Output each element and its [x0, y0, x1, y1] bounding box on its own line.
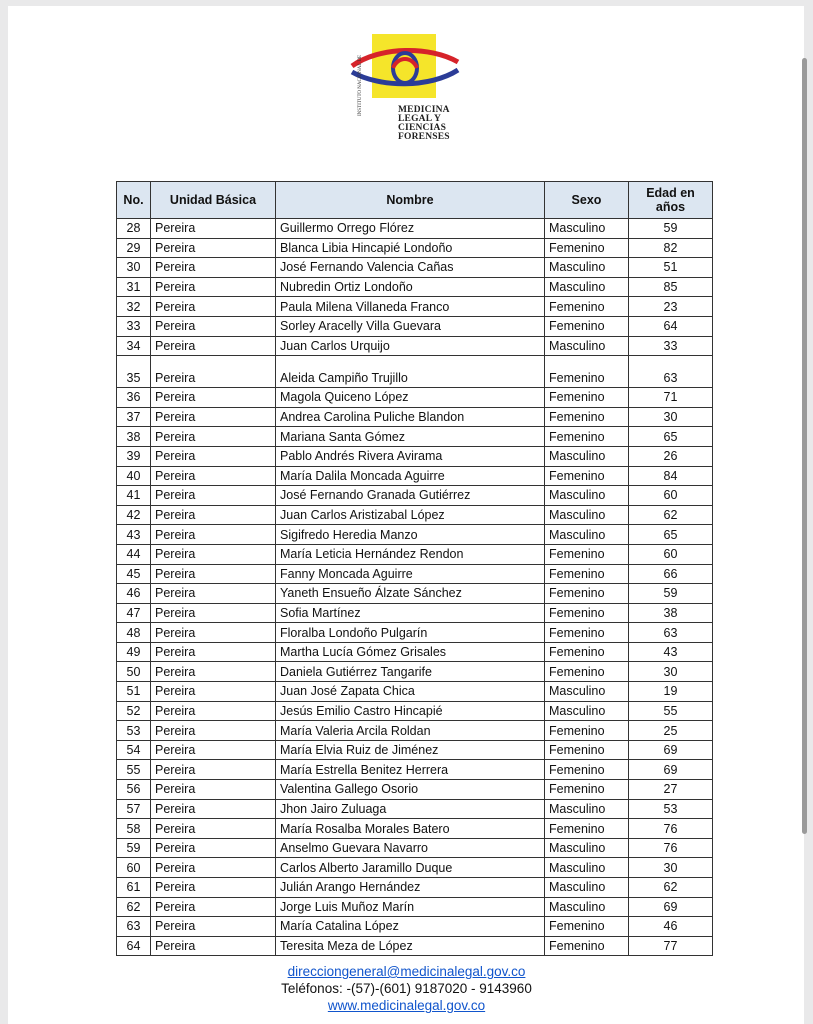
cell-no: 61 — [117, 878, 151, 898]
cell-no: 37 — [117, 407, 151, 427]
cell-nombre: Aleida Campiño Trujillo — [276, 356, 545, 388]
cell-edad: 66 — [629, 564, 713, 584]
cell-nombre: Sigifredo Heredia Manzo — [276, 525, 545, 545]
cell-nombre: Sorley Aracelly Villa Guevara — [276, 316, 545, 336]
cell-edad: 71 — [629, 388, 713, 408]
cell-no: 28 — [117, 219, 151, 239]
cell-no: 51 — [117, 682, 151, 702]
page-footer — [0, 963, 813, 1014]
cell-unidad: Pereira — [151, 466, 276, 486]
cell-no: 30 — [117, 258, 151, 278]
cell-sexo: Femenino — [545, 544, 629, 564]
header-no: No. — [117, 182, 151, 219]
cell-edad: 76 — [629, 819, 713, 839]
cell-sexo: Femenino — [545, 780, 629, 800]
table-row — [117, 603, 713, 623]
cell-sexo: Femenino — [545, 936, 629, 956]
table-row — [117, 388, 713, 408]
logo-line: LEGAL Y — [398, 114, 442, 124]
logo-side-text: INSTITUTO NACIONAL DE — [358, 54, 363, 116]
cell-sexo: Masculino — [545, 897, 629, 917]
cell-nombre: María Rosalba Morales Batero — [276, 819, 545, 839]
cell-nombre: Martha Lucía Gómez Grisales — [276, 642, 545, 662]
cell-unidad: Pereira — [151, 603, 276, 623]
cell-sexo: Femenino — [545, 584, 629, 604]
table-row — [117, 564, 713, 584]
website-link[interactable]: www.medicinalegal.gov.co — [327, 998, 486, 1013]
cell-sexo: Femenino — [545, 407, 629, 427]
cell-edad: 63 — [629, 356, 713, 388]
cell-no: 32 — [117, 297, 151, 317]
cell-no: 46 — [117, 584, 151, 604]
cell-unidad: Pereira — [151, 238, 276, 258]
cell-sexo: Femenino — [545, 356, 629, 388]
cell-no: 29 — [117, 238, 151, 258]
cell-sexo: Femenino — [545, 388, 629, 408]
cell-unidad: Pereira — [151, 917, 276, 937]
table-row — [117, 277, 713, 297]
cell-unidad: Pereira — [151, 544, 276, 564]
cell-unidad: Pereira — [151, 219, 276, 239]
phone-numbers: Teléfonos: -(57)-(601) 9187020 - 9143960 — [281, 981, 532, 996]
cell-sexo: Masculino — [545, 682, 629, 702]
cell-unidad: Pereira — [151, 407, 276, 427]
cell-unidad: Pereira — [151, 356, 276, 388]
table-row — [117, 780, 713, 800]
institution-logo — [350, 32, 460, 152]
cell-sexo: Masculino — [545, 701, 629, 721]
cell-nombre: Guillermo Orrego Flórez — [276, 219, 545, 239]
cell-unidad: Pereira — [151, 446, 276, 466]
cell-sexo: Femenino — [545, 819, 629, 839]
table-row — [117, 466, 713, 486]
table-row — [117, 336, 713, 356]
cell-nombre: María Elvia Ruiz de Jiménez — [276, 740, 545, 760]
cell-edad: 84 — [629, 466, 713, 486]
cell-edad: 43 — [629, 642, 713, 662]
logo-line: CIENCIAS — [398, 123, 447, 133]
cell-sexo: Femenino — [545, 427, 629, 447]
cell-sexo: Masculino — [545, 505, 629, 525]
cell-edad: 60 — [629, 544, 713, 564]
vertical-scrollbar[interactable] — [802, 58, 807, 834]
cell-no: 60 — [117, 858, 151, 878]
table-row — [117, 642, 713, 662]
cell-nombre: Fanny Moncada Aguirre — [276, 564, 545, 584]
table-row — [117, 701, 713, 721]
cell-no: 31 — [117, 277, 151, 297]
cell-unidad: Pereira — [151, 258, 276, 278]
table-row — [117, 721, 713, 741]
cell-edad: 82 — [629, 238, 713, 258]
cell-nombre: Jhon Jairo Zuluaga — [276, 799, 545, 819]
cell-no: 38 — [117, 427, 151, 447]
cell-nombre: María Dalila Moncada Aguirre — [276, 466, 545, 486]
cell-nombre: Daniela Gutiérrez Tangarife — [276, 662, 545, 682]
cell-unidad: Pereira — [151, 297, 276, 317]
cell-no: 36 — [117, 388, 151, 408]
cell-sexo: Masculino — [545, 336, 629, 356]
table-row — [117, 682, 713, 702]
cell-sexo: Masculino — [545, 799, 629, 819]
cell-sexo: Masculino — [545, 446, 629, 466]
cell-sexo: Femenino — [545, 642, 629, 662]
cell-nombre: Jesús Emilio Castro Hincapié — [276, 701, 545, 721]
header-edad: Edad en años — [629, 182, 713, 219]
email-link[interactable]: direcciongeneral@medicinalegal.gov.co — [287, 964, 526, 979]
cell-edad: 65 — [629, 525, 713, 545]
cell-edad: 69 — [629, 760, 713, 780]
cell-edad: 33 — [629, 336, 713, 356]
cell-nombre: Pablo Andrés Rivera Avirama — [276, 446, 545, 466]
cell-no: 56 — [117, 780, 151, 800]
cell-sexo: Femenino — [545, 740, 629, 760]
table-row — [117, 838, 713, 858]
cell-sexo: Masculino — [545, 258, 629, 278]
table-row — [117, 446, 713, 466]
table-row — [117, 936, 713, 956]
cell-nombre: Mariana Santa Gómez — [276, 427, 545, 447]
victims-table — [116, 181, 713, 956]
cell-unidad: Pereira — [151, 486, 276, 506]
cell-no: 40 — [117, 466, 151, 486]
cell-no: 41 — [117, 486, 151, 506]
cell-nombre: Juan Carlos Urquijo — [276, 336, 545, 356]
cell-unidad: Pereira — [151, 623, 276, 643]
cell-nombre: María Estrella Benitez Herrera — [276, 760, 545, 780]
cell-sexo: Femenino — [545, 760, 629, 780]
table-row — [117, 662, 713, 682]
cell-nombre: Sofia Martínez — [276, 603, 545, 623]
cell-nombre: Nubredin Ortiz Londoño — [276, 277, 545, 297]
logo-line: MEDICINA — [398, 105, 450, 115]
cell-nombre: Blanca Libia Hincapié Londoño — [276, 238, 545, 258]
cell-no: 50 — [117, 662, 151, 682]
table-row — [117, 897, 713, 917]
cell-no: 48 — [117, 623, 151, 643]
cell-no: 39 — [117, 446, 151, 466]
logo-wordmark — [398, 106, 450, 142]
cell-no: 43 — [117, 525, 151, 545]
cell-unidad: Pereira — [151, 336, 276, 356]
cell-unidad: Pereira — [151, 584, 276, 604]
cell-nombre: Jorge Luis Muñoz Marín — [276, 897, 545, 917]
cell-unidad: Pereira — [151, 388, 276, 408]
table-row — [117, 819, 713, 839]
cell-nombre: Teresita Meza de López — [276, 936, 545, 956]
cell-sexo: Femenino — [545, 238, 629, 258]
cell-edad: 65 — [629, 427, 713, 447]
cell-unidad: Pereira — [151, 878, 276, 898]
cell-unidad: Pereira — [151, 316, 276, 336]
cell-no: 54 — [117, 740, 151, 760]
cell-no: 49 — [117, 642, 151, 662]
cell-nombre: Andrea Carolina Puliche Blandon — [276, 407, 545, 427]
cell-unidad: Pereira — [151, 682, 276, 702]
cell-edad: 62 — [629, 878, 713, 898]
table-row — [117, 297, 713, 317]
cell-nombre: Floralba Londoño Pulgarín — [276, 623, 545, 643]
table-row — [117, 760, 713, 780]
table-row — [117, 858, 713, 878]
cell-edad: 76 — [629, 838, 713, 858]
cell-sexo: Masculino — [545, 878, 629, 898]
cell-sexo: Femenino — [545, 603, 629, 623]
cell-edad: 30 — [629, 858, 713, 878]
table-row — [117, 427, 713, 447]
cell-no: 53 — [117, 721, 151, 741]
table-row — [117, 238, 713, 258]
cell-nombre: Valentina Gallego Osorio — [276, 780, 545, 800]
cell-edad: 30 — [629, 407, 713, 427]
cell-sexo: Femenino — [545, 917, 629, 937]
cell-nombre: Juan Carlos Aristizabal López — [276, 505, 545, 525]
cell-sexo: Femenino — [545, 623, 629, 643]
cell-no: 52 — [117, 701, 151, 721]
cell-edad: 27 — [629, 780, 713, 800]
table-row — [117, 584, 713, 604]
cell-edad: 63 — [629, 623, 713, 643]
logo-eye-icon — [350, 32, 460, 112]
cell-edad: 62 — [629, 505, 713, 525]
table-row — [117, 740, 713, 760]
cell-nombre: Paula Milena Villaneda Franco — [276, 297, 545, 317]
table-row — [117, 799, 713, 819]
table-row — [117, 878, 713, 898]
cell-nombre: Carlos Alberto Jaramillo Duque — [276, 858, 545, 878]
cell-nombre: Julián Arango Hernández — [276, 878, 545, 898]
cell-sexo: Femenino — [545, 564, 629, 584]
cell-nombre: María Valeria Arcila Roldan — [276, 721, 545, 741]
cell-unidad: Pereira — [151, 936, 276, 956]
cell-sexo: Femenino — [545, 297, 629, 317]
cell-edad: 60 — [629, 486, 713, 506]
cell-nombre: Yaneth Ensueño Álzate Sánchez — [276, 584, 545, 604]
cell-edad: 53 — [629, 799, 713, 819]
cell-sexo: Femenino — [545, 721, 629, 741]
cell-nombre: María Leticia Hernández Rendon — [276, 544, 545, 564]
cell-no: 35 — [117, 356, 151, 388]
cell-edad: 38 — [629, 603, 713, 623]
header-sexo: Sexo — [545, 182, 629, 219]
cell-nombre: Juan José Zapata Chica — [276, 682, 545, 702]
cell-sexo: Masculino — [545, 858, 629, 878]
cell-unidad: Pereira — [151, 642, 276, 662]
cell-no: 34 — [117, 336, 151, 356]
cell-edad: 46 — [629, 917, 713, 937]
cell-no: 45 — [117, 564, 151, 584]
table-row — [117, 407, 713, 427]
table-row — [117, 525, 713, 545]
cell-sexo: Masculino — [545, 838, 629, 858]
table-row — [117, 917, 713, 937]
cell-unidad: Pereira — [151, 760, 276, 780]
table-row — [117, 258, 713, 278]
cell-no: 57 — [117, 799, 151, 819]
cell-edad: 51 — [629, 258, 713, 278]
cell-unidad: Pereira — [151, 701, 276, 721]
cell-sexo: Femenino — [545, 662, 629, 682]
cell-nombre: Magola Quiceno López — [276, 388, 545, 408]
table-row — [117, 356, 713, 388]
cell-nombre: José Fernando Valencia Cañas — [276, 258, 545, 278]
cell-unidad: Pereira — [151, 780, 276, 800]
cell-nombre: María Catalina López — [276, 917, 545, 937]
cell-unidad: Pereira — [151, 721, 276, 741]
cell-edad: 19 — [629, 682, 713, 702]
cell-no: 58 — [117, 819, 151, 839]
cell-edad: 26 — [629, 446, 713, 466]
table-row — [117, 544, 713, 564]
cell-no: 55 — [117, 760, 151, 780]
table-row — [117, 219, 713, 239]
cell-edad: 25 — [629, 721, 713, 741]
cell-nombre: Anselmo Guevara Navarro — [276, 838, 545, 858]
cell-no: 44 — [117, 544, 151, 564]
cell-edad: 30 — [629, 662, 713, 682]
cell-sexo: Masculino — [545, 277, 629, 297]
cell-no: 47 — [117, 603, 151, 623]
cell-no: 42 — [117, 505, 151, 525]
cell-sexo: Masculino — [545, 219, 629, 239]
cell-unidad: Pereira — [151, 799, 276, 819]
cell-unidad: Pereira — [151, 897, 276, 917]
cell-sexo: Masculino — [545, 525, 629, 545]
table-header-row — [117, 182, 713, 219]
cell-no: 33 — [117, 316, 151, 336]
cell-no: 63 — [117, 917, 151, 937]
cell-edad: 85 — [629, 277, 713, 297]
cell-edad: 23 — [629, 297, 713, 317]
cell-unidad: Pereira — [151, 838, 276, 858]
cell-edad: 77 — [629, 936, 713, 956]
cell-unidad: Pereira — [151, 277, 276, 297]
cell-nombre: José Fernando Granada Gutiérrez — [276, 486, 545, 506]
cell-edad: 59 — [629, 219, 713, 239]
cell-edad: 69 — [629, 740, 713, 760]
table-row — [117, 623, 713, 643]
cell-sexo: Femenino — [545, 466, 629, 486]
cell-sexo: Masculino — [545, 486, 629, 506]
table-row — [117, 316, 713, 336]
cell-unidad: Pereira — [151, 740, 276, 760]
cell-unidad: Pereira — [151, 858, 276, 878]
cell-unidad: Pereira — [151, 819, 276, 839]
logo-line: FORENSES — [398, 132, 450, 142]
cell-no: 64 — [117, 936, 151, 956]
cell-edad: 59 — [629, 584, 713, 604]
header-unidad: Unidad Básica — [151, 182, 276, 219]
cell-edad: 64 — [629, 316, 713, 336]
cell-unidad: Pereira — [151, 662, 276, 682]
table-row — [117, 486, 713, 506]
cell-unidad: Pereira — [151, 564, 276, 584]
cell-unidad: Pereira — [151, 427, 276, 447]
table-row — [117, 505, 713, 525]
cell-no: 62 — [117, 897, 151, 917]
cell-unidad: Pereira — [151, 505, 276, 525]
cell-edad: 69 — [629, 897, 713, 917]
cell-unidad: Pereira — [151, 525, 276, 545]
cell-no: 59 — [117, 838, 151, 858]
cell-edad: 55 — [629, 701, 713, 721]
cell-sexo: Femenino — [545, 316, 629, 336]
header-nombre: Nombre — [276, 182, 545, 219]
